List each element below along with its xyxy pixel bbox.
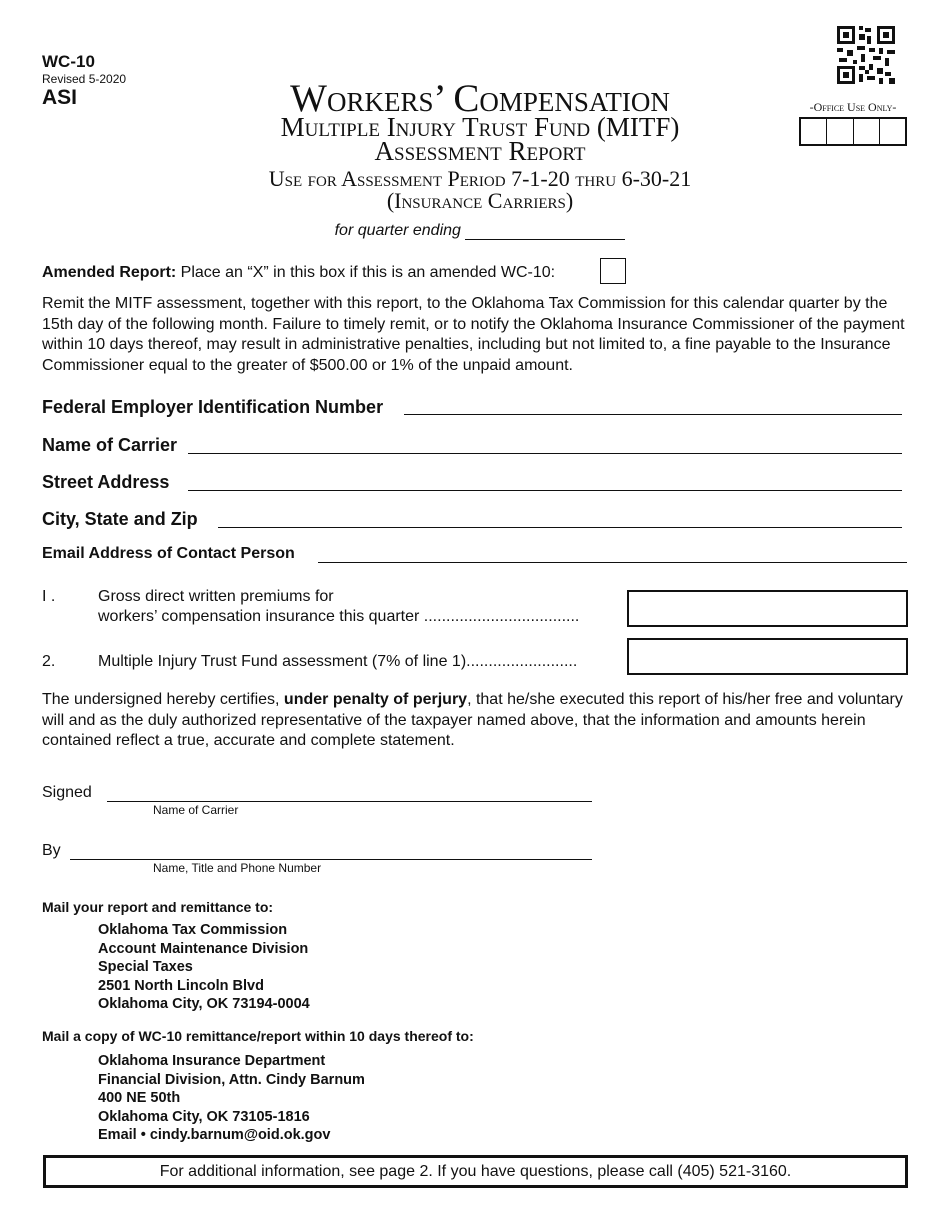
qr-code-icon [837, 26, 895, 84]
address-line: Email • cindy.barnum@oid.ok.gov [98, 1127, 331, 1144]
quarter-ending-label: for quarter ending [334, 222, 461, 239]
mail-remittance-heading: Mail your report and remittance to: [42, 899, 274, 915]
line-1-number: I . [42, 588, 56, 605]
office-use-cell [801, 119, 827, 144]
address-line: Oklahoma City, OK 73194-0004 [98, 996, 310, 1013]
carrier-type: (Insurance Carriers) [386, 188, 574, 213]
certification-statement [42, 690, 912, 752]
form-title: Workers’ Compensation [290, 77, 670, 120]
address-line: Oklahoma City, OK 73105-1816 [98, 1108, 310, 1125]
fein-label: Federal Employer Identification Number [42, 397, 384, 417]
line-2-label: Multiple Injury Trust Fund assessment (7% of line 1)......................... [98, 653, 578, 670]
line-1-label-cont: workers’ compensation insurance this quarter ................................... [98, 608, 580, 625]
amended-report-row [42, 264, 555, 282]
office-use-label: -Office Use Only- [809, 100, 897, 114]
tax-commission-address [98, 921, 310, 1014]
form-subtitle-2: Assessment Report [374, 136, 586, 166]
footer-info-box: For additional information, see page 2. If you have questions, please call (405) 521-3160. [43, 1155, 908, 1188]
address-line: Special Taxes [98, 959, 193, 976]
remit-instructions: Remit the MITF assessment, together with this report, to the Oklahoma Tax Commission for this calendar quarter by the 15th day of the following month. Failure to timely remit, or to notify the Oklahoma Insurance Commissioner of the payment within 10 days thereof, may result in administrative penalties, including but not limited to, a fine payable to the Insurance Commissioner equal to the greater of $500.00 or 1% of the unpaid amount. [42, 295, 905, 374]
quarter-ending-field[interactable] [465, 225, 625, 240]
address-line: Account Maintenance Division [98, 940, 309, 957]
amended-report-instruction: Place an “X” in this box if this is an amended WC-10: [176, 264, 556, 281]
form-id: WC-10 [42, 52, 95, 71]
line-2-number: 2. [42, 653, 56, 670]
contact-email-input[interactable] [318, 561, 907, 563]
gross-premiums-input[interactable] [627, 590, 908, 627]
address-line: Financial Division, Attn. Cindy Barnum [98, 1071, 365, 1088]
mail-copy-heading: Mail a copy of WC-10 remittance/report within 10 days thereof to: [42, 1028, 474, 1044]
office-use-cell [880, 119, 905, 144]
city-state-zip-label: City, State and Zip [42, 509, 198, 529]
by-caption: Name, Title and Phone Number [153, 861, 322, 875]
perjury-clause: under penalty of perjury [283, 691, 468, 708]
by-name-title-phone-input[interactable] [70, 858, 592, 860]
street-address-label: Street Address [42, 472, 170, 492]
quarter-ending-row [140, 222, 820, 240]
fein-input[interactable] [404, 413, 902, 415]
signed-label: Signed [42, 784, 92, 801]
certification-text: The undersigned hereby certifies, [42, 691, 284, 708]
street-address-input[interactable] [188, 489, 902, 491]
line-1-label: Gross direct written premiums for [98, 588, 334, 605]
address-line: Oklahoma Tax Commission [98, 922, 288, 938]
contact-email-label: Email Address of Contact Person [42, 545, 295, 562]
insurance-department-address [98, 1052, 365, 1145]
assessment-period: Use for Assessment Period 7-1-20 thru 6-30-21 [268, 166, 692, 191]
form-subtitle-1: Multiple Injury Trust Fund (MITF) [280, 112, 680, 142]
revision-date: Revised 5-2020 [42, 72, 127, 86]
city-state-zip-input[interactable] [218, 526, 902, 528]
amended-report-label: Amended Report: [42, 264, 177, 281]
office-use-boxes [799, 117, 907, 146]
form-code: ASI [42, 86, 78, 109]
signed-carrier-input[interactable] [107, 800, 592, 802]
by-label: By [42, 842, 61, 859]
mitf-assessment-input[interactable] [627, 638, 908, 675]
signed-caption: Name of Carrier [153, 803, 239, 817]
office-use-cell [827, 119, 853, 144]
carrier-name-input[interactable] [188, 452, 902, 454]
address-line: 400 NE 50th [98, 1090, 181, 1107]
certification-text-cont: , that he/she executed this report of his/her free and voluntary will and as the duly authorized representative of the taxpayer named above, that the information and amounts herein contained reflect a true, accurate and complete statement. [42, 691, 903, 749]
office-use-cell [854, 119, 880, 144]
carrier-name-label: Name of Carrier [42, 435, 178, 455]
address-line: Oklahoma Insurance Department [98, 1053, 326, 1069]
address-line: 2501 North Lincoln Blvd [98, 977, 264, 994]
amended-report-checkbox[interactable] [600, 258, 626, 284]
